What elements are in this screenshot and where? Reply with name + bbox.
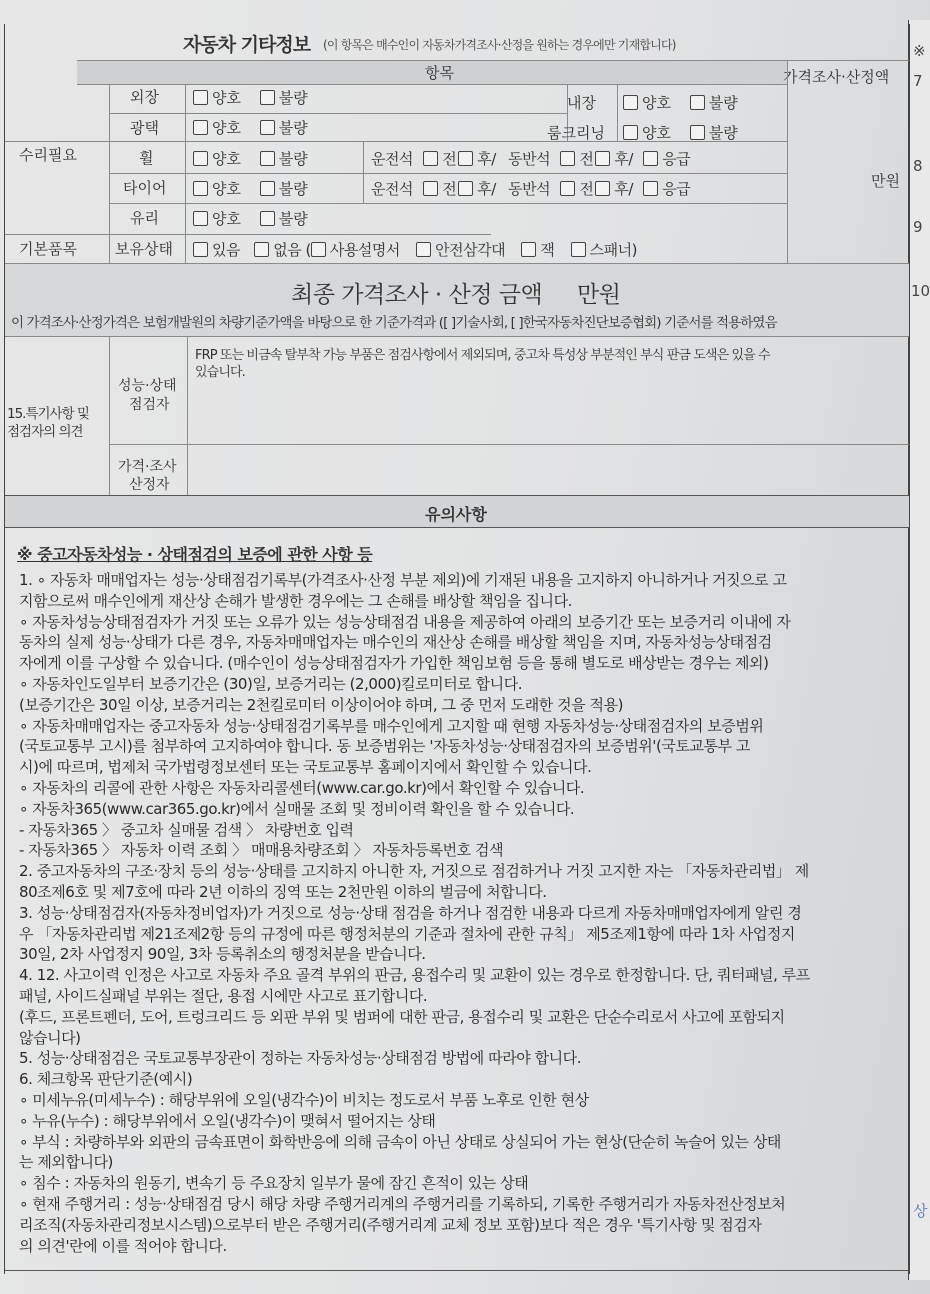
wheel-options: 양호 불량	[193, 148, 322, 169]
notice-line: (후드, 프론트펜더, 도어, 트렁크리드 등 외판 부위 및 범퍼에 대한 판금, 용접수리 및 교환은 단순수리로서 사고에 포함되지	[19, 1007, 785, 1026]
checkbox-rear[interactable]	[458, 151, 473, 166]
checkbox-bad[interactable]	[260, 211, 275, 226]
notice-line: 않습니다)	[19, 1028, 81, 1047]
notice-line: ∘ 자동차인도일부터 보증기간은 (30)일, 보증거리는 (2,000)킬로미터로 합니다.	[19, 675, 523, 693]
glass-options: 양호 불량	[193, 208, 322, 229]
margin-mark: 8	[913, 157, 923, 175]
row-label-wheel: 휠	[139, 149, 154, 167]
checkbox-jack[interactable]	[521, 242, 536, 257]
row-label-interior: 내장	[567, 94, 596, 112]
checkbox-good[interactable]	[193, 181, 208, 196]
frp-note: 있습니다.	[195, 365, 245, 380]
notice-line: 6. 체크항목 판단기준(예시)	[19, 1070, 193, 1089]
row-label-glass: 유리	[130, 209, 159, 227]
interior-options: 양호 불량	[623, 92, 752, 113]
checkbox-have[interactable]	[193, 242, 208, 257]
notice-line: 자에게 이를 구상할 수 있습니다. (매수인이 성능상태점검자가 가입한 책임보험 등을 통해 별도로 배상받는 경우는 제외)	[19, 654, 769, 673]
checkbox-spanner[interactable]	[571, 242, 586, 257]
checkbox-front[interactable]	[560, 181, 575, 196]
special-label: 점검자의 의견	[7, 424, 83, 440]
frp-note: FRP 또는 비금속 탈부착 가능 부품은 점검사항에서 제외되며, 중고차 특성상 부분적인 부식 판금 도색은 있을 수	[195, 348, 770, 363]
notice-line: 시)에 따르며, 법제처 국가법령정보센터 또는 국토교통부 홈페이지에서 확인할 수 있습니다.	[19, 758, 592, 777]
notice-line: (국토교통부 고시)를 첨부하여 고지하여야 합니다. 동 보증범위는 '자동차성능·상태점검자의 보증범위'(국토교통부 고	[19, 737, 750, 756]
room-cleaning-options: 양호 불량	[623, 122, 752, 143]
checkbox-good[interactable]	[623, 95, 638, 110]
basic-items-options: 있음 없음 ( 사용설명서 안전삼각대 잭 스패너)	[193, 239, 637, 260]
col-price-header: 가격조사·산정액	[783, 68, 890, 86]
checkbox-bad[interactable]	[690, 95, 705, 110]
checkbox-spare[interactable]	[643, 181, 658, 196]
checkbox-front[interactable]	[560, 151, 575, 166]
notice-line: - 자동차365 〉 중고차 실매물 검색 〉 차량번호 입력	[19, 820, 354, 839]
price-unit: 만원	[871, 172, 900, 190]
notice-line: 의 의견'란에 이를 적어야 합니다.	[19, 1236, 227, 1255]
notice-line: ∘ 부식 : 차량하부와 외판의 금속표면이 화학반응에 의해 금속이 아닌 상태로 상실되어 가는 현상(단순히 녹슬어 있는 상태	[19, 1132, 781, 1151]
notice-line: (보증기간은 30일 이상, 보증거리는 2천킬로미터 이상이어야 하며, 그 중 먼저 도래한 것을 적용)	[19, 695, 623, 714]
section-subtitle: (이 항목은 매수인이 자동차가격조사·산정을 원하는 경우에만 기재합니다)	[323, 38, 676, 52]
row-label-possession: 보유상태	[115, 240, 173, 258]
notice-title: ※ 중고자동차성능 · 상태점검의 보증에 관한 사항 등	[17, 545, 373, 564]
notice-line: 패널, 사이드실패널 부위는 절단, 용접 시에만 사고로 표기합니다.	[19, 987, 428, 1005]
notice-line: 1. ∘ 자동차 매매업자는 성능·상태점검기록부(가격조사·산정 부분 제외)에 기재된 내용을 고지하지 아니하거나 거짓으로 고	[19, 571, 787, 589]
checkbox-rear[interactable]	[458, 181, 473, 196]
standard-note: 이 가격조사·산정가격은 보험개발원의 차량기준가액을 바탕으로 한 기준가격과 ([ ]기술사회, [ ]한국자동차진단보증협회) 기준서를 적용하였음	[11, 315, 777, 331]
row-label-tire: 타이어	[123, 179, 167, 197]
notice-line: 동차의 실제 성능·상태가 다른 경우, 자동차매매업자는 매수인의 재산상 손해를 배상할 책임을 지며, 자동차성능상태점검	[19, 633, 772, 652]
checkbox-bad[interactable]	[260, 151, 275, 166]
notice-line: ∘ 누유(누수) : 해당부위에서 오일(냉각수)이 맺혀서 떨어지는 상태	[19, 1111, 436, 1130]
notice-line: ∘ 미세누유(미세누수) : 해당부위에 오일(냉각수)이 비치는 정도로서 부품 노후로 인한 현상	[19, 1091, 589, 1109]
checkbox-rear[interactable]	[595, 181, 610, 196]
notice-line: 4. 12. 사고이력 인정은 사고로 자동차 주요 골격 부위의 판금, 용접수리 및 교환이 있는 경우로 한정합니다. 단, 쿼터패널, 루프	[19, 966, 810, 985]
checkbox-rear[interactable]	[595, 151, 610, 166]
notice-line: 우 「자동차관리법 제21조제2항 등의 규정에 따른 행정처분의 기준과 절차에 관한 규칙」 제5조제1항에 따라 1차 사업정지	[19, 924, 795, 943]
notice-line: 는 제외합니다)	[19, 1153, 113, 1172]
checkbox-bad[interactable]	[690, 125, 705, 140]
exterior-options: 양호 불량	[193, 87, 322, 108]
notice-line: ∘ 자동차성능상태점검자가 거짓 또는 오류가 있는 성능상태점검 내용을 제공하여 아래의 보증기간 또는 보증거리 이내에 자	[19, 612, 791, 631]
tire-position-options: 운전석 전 후/ 동반석 전 후/ 응급	[371, 180, 691, 198]
adjacent-page-edge	[908, 20, 930, 1280]
repair-group-label: 수리필요	[19, 146, 77, 164]
notice-line: ∘ 현재 주행거리 : 성능·상태점검 당시 해당 차량 주행거리계의 주행거리를 기록하되, 기록한 주행거리가 자동차전산정보처	[19, 1195, 786, 1213]
notice-line: ∘ 자동차365(www.car365.go.kr)에서 실매물 조회 및 정비이력 확인을 할 수 있습니다.	[19, 799, 575, 818]
margin-mark: 상	[913, 1202, 928, 1220]
checkbox-front[interactable]	[423, 151, 438, 166]
wheel-position-options: 운전석 전 후/ 동반석 전 후/ 응급	[371, 150, 691, 168]
checkbox-good[interactable]	[193, 151, 208, 166]
notice-line: ∘ 자동차의 리콜에 관한 사항은 자동차리콜센터(www.car.go.kr)에서 확인할 수 있습니다.	[19, 779, 585, 797]
notice-line: 80조제6호 및 제7호에 따라 2년 이하의 징역 또는 2천만원 이하의 벌금에 처합니다.	[19, 883, 547, 901]
checkbox-bad[interactable]	[260, 181, 275, 196]
notice-line: 2. 중고자동차의 구조·장치 등의 성능·상태를 고지하지 아니한 자, 거짓으로 점검하거나 거짓 고지한 자는 「자동차관리법」 제	[19, 862, 809, 881]
inspector-label: 성능·상태	[118, 378, 177, 394]
checkbox-none[interactable]	[254, 242, 269, 257]
checkbox-bad[interactable]	[260, 90, 275, 105]
checkbox-front[interactable]	[423, 181, 438, 196]
notice-line: - 자동차365 〉 자동차 이력 조회 〉 매매용차량조회 〉 자동차등록번호 검색	[19, 841, 504, 860]
notice-line: 리조직(자동차관리정보시스템)으로부터 받은 주행거리(주행거리계 교체 정보 포함)보다 적은 경우 '특기사항 및 점검자	[19, 1215, 762, 1234]
checkbox-good[interactable]	[193, 90, 208, 105]
basic-group-label: 기본품목	[19, 240, 77, 258]
checkbox-good[interactable]	[623, 125, 638, 140]
notice-header: 유의사항	[425, 505, 487, 524]
final-price-label: 최종 가격조사 · 산정 금액	[291, 282, 543, 308]
tire-options: 양호 불량	[193, 178, 322, 199]
checkbox-bad[interactable]	[260, 120, 275, 135]
notice-line: ∘ 자동차매매업자는 중고자동차 성능·상태점검기록부를 매수인에게 고지할 때 현행 자동차성능·상태점검자의 보증범위	[19, 716, 764, 735]
checkbox-spare[interactable]	[643, 151, 658, 166]
notice-line: 30일, 2차 사업정지 90일, 3차 등록취소의 행정처분을 받습니다.	[19, 945, 426, 964]
margin-mark: 9	[913, 218, 923, 236]
notice-body	[19, 570, 907, 1260]
appraiser-label: 산정자	[129, 477, 170, 493]
row-label-gloss: 광택	[130, 119, 159, 137]
special-label: 15.특기사항 및	[7, 406, 89, 422]
inspection-form-page	[4, 24, 910, 1274]
margin-mark: ※	[913, 42, 926, 60]
final-price-unit: 만원	[577, 282, 621, 308]
notice-line: 5. 성능·상태점검은 국토교통부장관이 정하는 자동차성능·상태점검 방법에 따라야 합니다.	[19, 1049, 582, 1068]
notice-line: 지함으로써 매수인에게 재산상 손해가 발생한 경우에는 그 손해를 배상할 책임을 집니다.	[19, 591, 572, 610]
checkbox-triangle[interactable]	[416, 242, 431, 257]
checkbox-manual[interactable]	[311, 242, 326, 257]
checkbox-good[interactable]	[193, 211, 208, 226]
section-title: 자동차 기타정보	[183, 34, 311, 56]
row-label-room-cleaning: 룸크리닝	[547, 124, 605, 142]
margin-mark: 7	[913, 72, 923, 90]
gloss-options: 양호 불량	[193, 117, 322, 138]
notice-line: ∘ 침수 : 자동차의 원동기, 변속기 등 주요장치 일부가 물에 잠긴 흔적이 있는 상태	[19, 1174, 529, 1193]
notice-line: 3. 성능·상태점검자(자동차정비업자)가 거짓으로 성능·상태 점검을 하거나 점검한 내용과 다르게 자동차매매업자에게 알린 경	[19, 903, 802, 922]
appraiser-label: 가격·조사	[118, 459, 177, 475]
checkbox-good[interactable]	[193, 120, 208, 135]
inspector-label: 점검자	[129, 397, 170, 413]
col-item-header: 항목	[425, 64, 454, 82]
margin-mark: 10	[911, 282, 930, 300]
row-label-exterior: 외장	[130, 88, 159, 106]
